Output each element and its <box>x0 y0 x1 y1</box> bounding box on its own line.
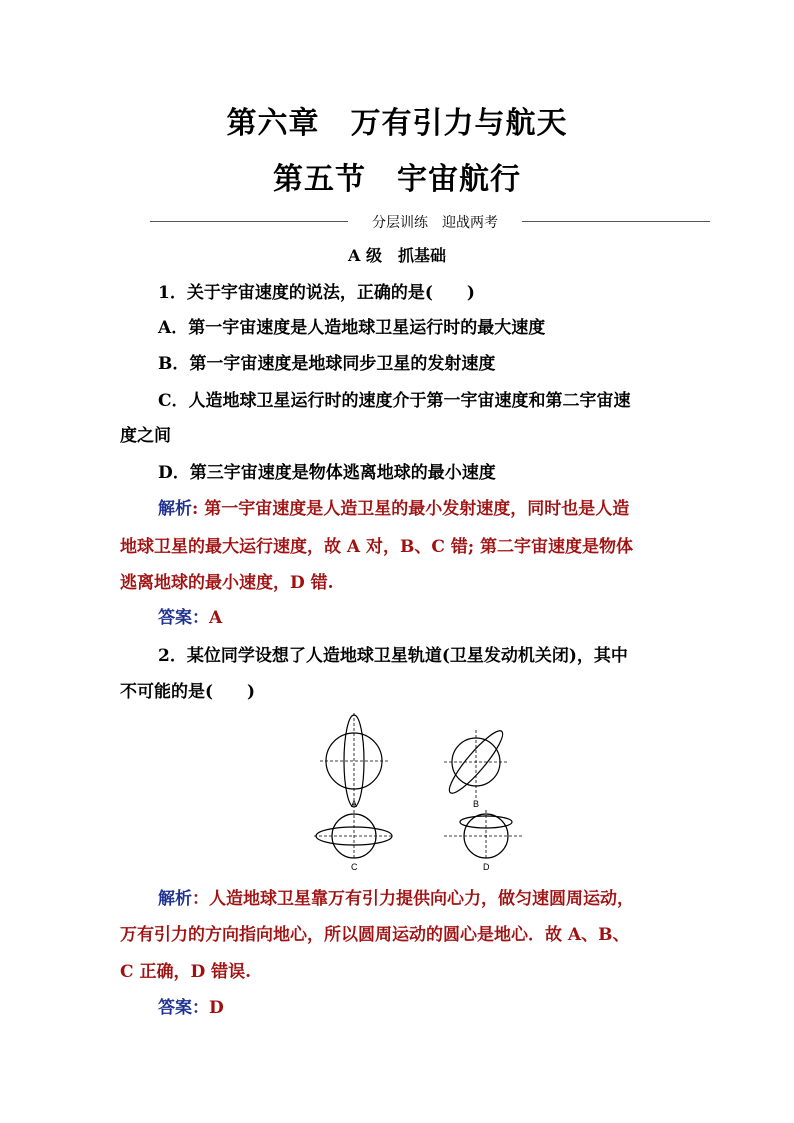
q2-answer-label: 答案： <box>158 998 209 1018</box>
banner-divider-right <box>522 221 710 222</box>
orbit-figure <box>310 708 530 878</box>
q1-analysis-text: : 第一宇宙速度是人造卫星的最小发射速度，同时也是人造 <box>192 499 630 519</box>
q1-analysis-line1 <box>120 492 718 527</box>
q2-stem-line1: 2．某位同学设想了人造地球卫星轨道(卫星发动机关闭)，其中 <box>158 646 628 666</box>
q2-analysis-text: ：人造地球卫星靠万有引力提供向心力，做匀速圆周运动， <box>192 889 634 909</box>
q1-option-a: A．第一宇宙速度是人造地球卫星运行时的最大速度 <box>158 318 546 338</box>
banner-text: 分层训练 迎战两考 <box>372 215 498 231</box>
q1-option-d: D．第三宇宙速度是物体逃离地球的最小速度 <box>158 463 496 483</box>
q1-stem: 1．关于宇宙速度的说法，正确的是( ) <box>158 283 475 303</box>
banner-divider-left <box>150 221 348 222</box>
figure-label-b: B <box>473 799 480 809</box>
figure-label-a: A <box>351 799 358 809</box>
q1-answer-label: 答案： <box>158 608 209 628</box>
q1-option-c-line1: C．人造地球卫星运行时的速度介于第一宇宙速度和第二宇宙速 <box>158 391 631 411</box>
orbit-diagram-c <box>314 810 394 872</box>
orbit-diagram-a <box>320 713 388 809</box>
q1-option-c-line2: 度之间 <box>120 426 171 446</box>
figure-label-d: D <box>483 862 490 872</box>
orbit-diagram-b <box>443 726 508 809</box>
q2-answer <box>120 991 718 1026</box>
q1-answer-value: A <box>209 608 223 628</box>
q2-analysis-label: 解析 <box>158 889 192 909</box>
orbit-diagram-d <box>444 810 524 872</box>
q1-option-b: B．第一宇宙速度是地球同步卫星的发射速度 <box>158 354 496 374</box>
q1-answer <box>120 601 718 636</box>
section-banner <box>150 212 710 232</box>
q2-analysis-line3: C 正确，D 错误. <box>120 962 252 982</box>
q1-analysis-line2: 地球卫星的最大运行速度，故 A 对，B、C 错; 第二宇宙速度是物体 <box>120 537 634 557</box>
q1-analysis-line3: 逃离地球的最小速度，D 错. <box>120 573 334 593</box>
level-heading: A 级 抓基础 <box>348 246 446 265</box>
q2-analysis-line2: 万有引力的方向指向地心，所以圆周运动的圆心是地心．故 A、B、 <box>120 925 630 945</box>
q2-analysis-line1 <box>120 882 718 917</box>
q2-answer-value: D <box>209 998 224 1018</box>
chapter-title: 第六章 万有引力与航天 <box>226 106 568 141</box>
figure-label-c: C <box>351 862 358 872</box>
q1-analysis-label: 解析 <box>158 499 192 519</box>
section-title: 第五节 宇宙航行 <box>273 162 521 197</box>
q2-stem-line2: 不可能的是( ) <box>120 682 256 702</box>
